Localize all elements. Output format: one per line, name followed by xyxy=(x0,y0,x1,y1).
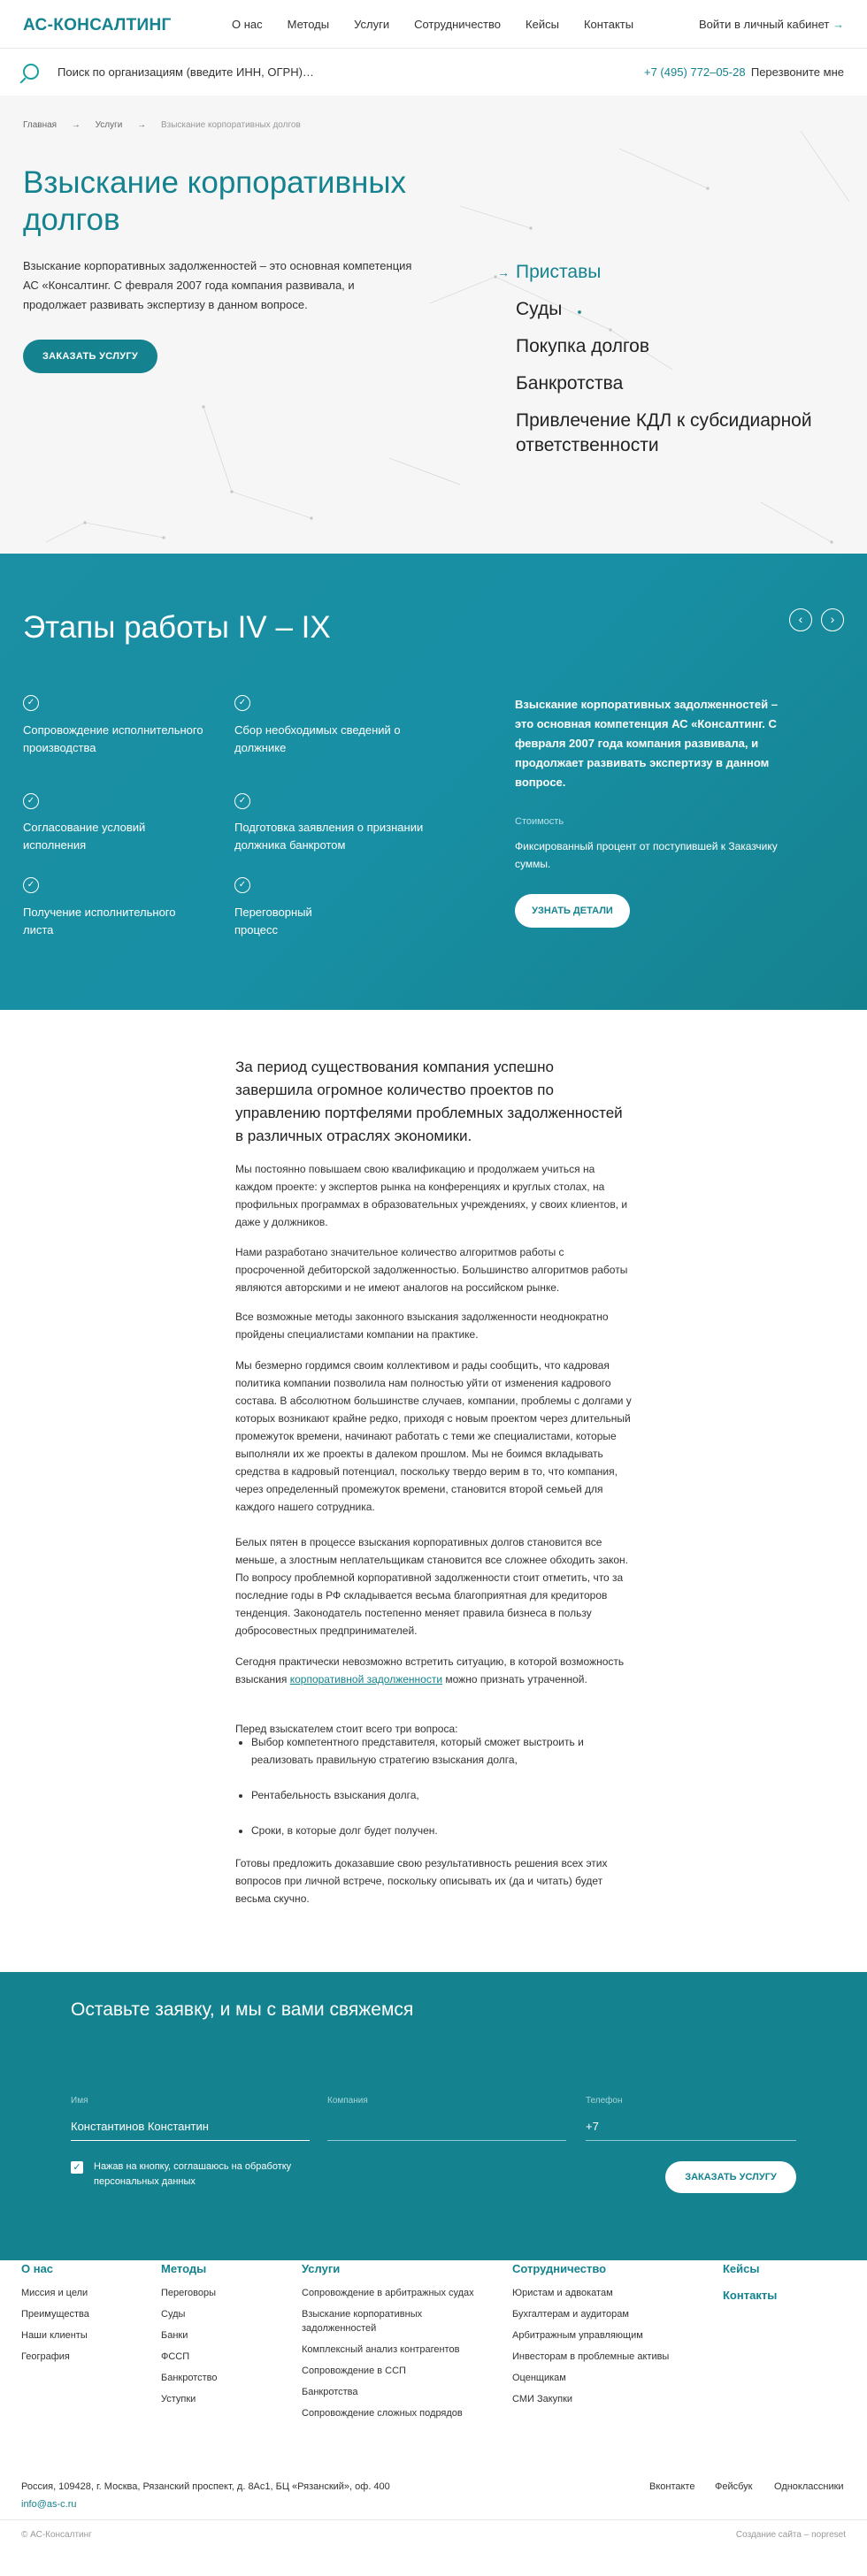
footer-link[interactable]: Оценщикам xyxy=(512,2373,566,2383)
footer-link[interactable]: Банкротства xyxy=(302,2387,358,2397)
footer-link[interactable]: Сопровождение в ССП xyxy=(302,2366,406,2376)
footer-link[interactable]: Сопровождение сложных подрядов xyxy=(302,2408,463,2419)
footer-link[interactable]: Сопровождение в арбитражных судах xyxy=(302,2288,474,2298)
side-item-bankruptcy[interactable]: Банкротства xyxy=(516,373,624,394)
article-paragraph: Все возможные методы законного взыскания задолженности неоднократно пройдены специалистами компании на практике. xyxy=(235,1311,609,1341)
footer-link[interactable]: Юристам и адвокатам xyxy=(512,2288,613,2298)
hero-lead: Взыскание корпоративных задолженностей – это основная компетенция АС «Консалтинг. С февраля 2007 года компания развивала, и продолжает развивать экспертизу в данном вопросе. xyxy=(23,259,412,311)
article-paragraph: Мы постоянно повышаем свою квалификацию и продолжаем учиться на каждом проекте: у экспертов рынка на конференциях и круглых столах, на профильных программах в образовательных учреждениях, у своих клиентов, и даже у должников. xyxy=(235,1163,628,1228)
article-paragraph xyxy=(235,1653,633,1688)
footer-col-methods xyxy=(161,2282,218,2410)
footer-title-cooperation[interactable]: Сотрудничество xyxy=(512,2262,607,2275)
check-icon: ✓ xyxy=(23,793,39,809)
copyright: © АС-Консалтинг xyxy=(21,2530,92,2540)
footer-link[interactable]: Переговоры xyxy=(161,2288,217,2298)
phone-link[interactable]: +7 (495) 772–05-28 xyxy=(644,65,746,79)
footer-link[interactable]: Преимущества xyxy=(21,2309,89,2320)
article-text: Сегодня практически невозможно встретить ситуацию, в которой возможность взыскания xyxy=(235,1655,625,1685)
article-paragraph: Перед взыскателем стоит всего три вопроса: xyxy=(235,1723,458,1735)
footer-title-methods[interactable]: Методы xyxy=(161,2262,207,2275)
phone-label: Телефон xyxy=(586,2096,623,2106)
footer-link[interactable]: Банкротство xyxy=(161,2373,218,2383)
nav-item-about[interactable]: О нас xyxy=(232,18,263,31)
footer-link[interactable]: Арбитражным управляющим xyxy=(512,2330,643,2341)
footer-col-cooperation xyxy=(512,2282,669,2410)
nav-item-contacts[interactable]: Контакты xyxy=(583,18,634,31)
footer-title-about[interactable]: О нас xyxy=(21,2262,54,2275)
check-icon: ✓ xyxy=(23,877,39,893)
footer-link[interactable]: География xyxy=(21,2351,70,2362)
consent-label: Нажав на кнопку, соглашаюсь на обработку персональных данных xyxy=(94,2161,292,2187)
service-side-menu xyxy=(516,260,852,470)
prev-arrow-icon[interactable]: ‹ xyxy=(789,608,812,631)
article-paragraph: Нами разработано значительное количество алгоритмов работы с просроченной дебиторской задолженностью. Большинство алгоритмов работы являются авторскими и не имеют аналогов на российском рынке. xyxy=(235,1246,628,1294)
stage-step: Согласование условий исполнения xyxy=(23,821,146,852)
footer-link[interactable]: Взыскание корпоративных задолженностей xyxy=(302,2309,423,2334)
header-divider xyxy=(0,48,867,49)
social-ok[interactable]: Одноклассники xyxy=(774,2481,844,2492)
breadcrumb-current: Взыскание корпоративных долгов xyxy=(160,120,301,130)
stage-step: Переговорный процесс xyxy=(234,906,312,936)
footer-link[interactable]: СМИ Закупки xyxy=(512,2394,573,2404)
name-input[interactable]: Константинов Константин xyxy=(71,2120,209,2133)
footer-col-services xyxy=(302,2282,479,2424)
social-facebook[interactable]: Фейсбук xyxy=(715,2481,753,2492)
consent-checkbox[interactable]: ✓ xyxy=(71,2161,83,2174)
company-label: Компания xyxy=(327,2096,368,2106)
nav-item-methods[interactable]: Методы xyxy=(287,18,330,31)
nav-item-cooperation[interactable]: Сотрудничество xyxy=(414,18,502,31)
footer-title-services[interactable]: Услуги xyxy=(302,2262,341,2275)
stage-step: Подготовка заявления о признании должника банкротом xyxy=(234,821,424,852)
arrow-right-icon: → xyxy=(832,18,844,31)
article-list xyxy=(235,1733,625,1857)
search-icon[interactable] xyxy=(23,64,39,80)
check-icon: ✓ xyxy=(234,793,250,809)
list-item: • Сроки, в которые долг будет получен. xyxy=(251,1822,625,1839)
footer-email[interactable]: info@as-c.ru xyxy=(21,2499,77,2510)
footer-divider xyxy=(0,2519,867,2520)
name-input-underline xyxy=(71,2140,310,2141)
article-paragraph: Мы безмерно гордимся своим коллективом и рады сообщить, что кадровая политика компании позволила нам полностью уйти от изменения кадрового состава. В абсолютном большинстве случаев, компании, проблемы с долгами у которых возникают крайне редко, приходя с новым проектом через длительный промежуток времени, начинают работать с теми же специалистами, которые выполняли их же проекты в далеком прошлом. Мы не боимся вкладывать средства в кадровый потенциал, поскольку твердо верим в то, что компания, через определенный промежуток времени, становится второй семьей для каждого нашего сотрудника. xyxy=(235,1359,632,1513)
footer-link[interactable]: Комплексный анализ контрагентов xyxy=(302,2344,460,2355)
footer-link[interactable]: Инвесторам в проблемные активы xyxy=(512,2351,670,2362)
stage-step: Сопровождение исполнительного производства xyxy=(23,723,203,754)
phone-input-underline xyxy=(586,2140,796,2141)
footer-link[interactable]: Миссия и цели xyxy=(21,2288,88,2298)
footer-link[interactable]: Наши клиенты xyxy=(21,2330,88,2341)
company-input[interactable] xyxy=(327,2140,566,2141)
check-icon: ✓ xyxy=(234,877,250,893)
article-lead: За период существования компания успешно завершила огромное количество проектов по управлению портфелями проблемных задолженностей в различных отраслях экономики. xyxy=(235,1059,623,1144)
side-item-subsidiary-liability[interactable]: Привлечение КДЛ к субсидиарной ответственности xyxy=(516,410,812,455)
footer-col-about xyxy=(21,2282,89,2367)
check-icon: ✓ xyxy=(234,695,250,711)
stage-step: Сбор необходимых сведений о должнике xyxy=(234,723,401,754)
footer-link-contacts[interactable]: Контакты xyxy=(723,2289,778,2302)
phone-input[interactable]: +7 xyxy=(586,2120,599,2133)
search-input[interactable]: Поиск по организациям (введите ИНН, ОГРН)… xyxy=(58,65,314,79)
made-by-link[interactable]: Создание сайта – nopreset xyxy=(735,2530,846,2540)
nav-item-services[interactable]: Услуги xyxy=(354,18,390,31)
cabinet-label: Войти в личный кабинет xyxy=(699,18,830,31)
side-item-courts[interactable]: Суды xyxy=(516,299,563,319)
footer-link[interactable]: Бухгалтерам и аудиторам xyxy=(512,2309,629,2320)
next-arrow-icon[interactable]: › xyxy=(821,608,844,631)
footer-link[interactable]: Уступки xyxy=(161,2394,196,2404)
callback-link[interactable]: Перезвоните мне xyxy=(750,65,844,79)
page-title: Взыскание корпоративных долгов xyxy=(23,165,407,237)
social-vk[interactable]: Вконтакте xyxy=(649,2481,695,2492)
list-item: • Рентабельность взыскания долга, xyxy=(251,1786,625,1804)
article-paragraph: Готовы предложить доказавшие свою результативность решения всех этих вопросов при личной встрече, поскольку описывать их (да и читать) будет весьма скучно. xyxy=(235,1857,608,1905)
stage-step: Получение исполнительного листа xyxy=(23,906,176,936)
side-item-debt-purchase[interactable]: Покупка долгов xyxy=(516,336,649,356)
cabinet-link[interactable] xyxy=(699,18,844,31)
side-item-bailiffs[interactable]: → Приставы xyxy=(516,260,852,285)
footer-link-cases[interactable]: Кейсы xyxy=(723,2262,760,2275)
order-service-button[interactable]: ЗАКАЗАТЬ УСЛУГУ xyxy=(23,340,157,373)
form-title: Оставьте заявку, и мы с вами свяжемся xyxy=(71,1999,414,2020)
corporate-debt-link[interactable]: корпоративной задолженности xyxy=(289,1673,443,1685)
footer-address: Россия, 109428, г. Москва, Рязанский проспект, д. 8Ас1, БЦ «Рязанский», оф. 400 xyxy=(21,2481,390,2492)
breadcrumb-separator-icon: → xyxy=(71,120,81,130)
logo[interactable]: АС-КОНСАЛТИНГ xyxy=(23,16,172,34)
cost-label: Стоимость xyxy=(515,816,564,827)
stages-description: Взыскание корпоративных задолженностей – это основная компетенция АС «Консалтинг. С февраля 2007 года компания развивала, и продолжает развивать экспертизу в данном вопросе. xyxy=(515,698,778,789)
list-item: • Выбор компетентного представителя, который сможет выстроить и реализовать правильную стратегию взыскания долга, xyxy=(251,1733,625,1769)
breadcrumb-services[interactable]: Услуги xyxy=(95,120,123,130)
stages-title: Этапы работы IV – IX xyxy=(23,610,331,645)
nav-item-cases[interactable]: Кейсы xyxy=(526,18,559,31)
breadcrumb-separator-icon: → xyxy=(137,120,147,130)
name-label: Имя xyxy=(71,2096,88,2106)
check-icon: ✓ xyxy=(23,695,39,711)
footer-link[interactable]: Суды xyxy=(161,2309,186,2320)
cost-value: Фиксированный процент от поступившей к Заказчику суммы. xyxy=(515,840,778,870)
submit-button[interactable]: ЗАКАЗАТЬ УСЛУГУ xyxy=(665,2161,796,2193)
breadcrumb-home[interactable]: Главная xyxy=(23,120,58,130)
top-nav xyxy=(232,18,658,31)
footer-link[interactable]: ФССП xyxy=(161,2351,190,2362)
article-text: можно признать утраченной. xyxy=(442,1673,587,1685)
article-paragraph: Белых пятен в процессе взыскания корпоративных долгов становится все меньше, а злостным неплательщикам становится все сложнее обходить закон. По вопросу проблемной корпоративной задолженности стоит отметить, что за последние годы в РФ складывается весьма благоприятная для кредиторов тенденция. Законодатель постепенно меняет правила бизнеса в пользу добросовестных предпринимателей. xyxy=(235,1536,629,1637)
details-button[interactable]: УЗНАТЬ ДЕТАЛИ xyxy=(515,894,630,928)
footer-link[interactable]: Банки xyxy=(161,2330,188,2341)
breadcrumb xyxy=(23,120,313,130)
